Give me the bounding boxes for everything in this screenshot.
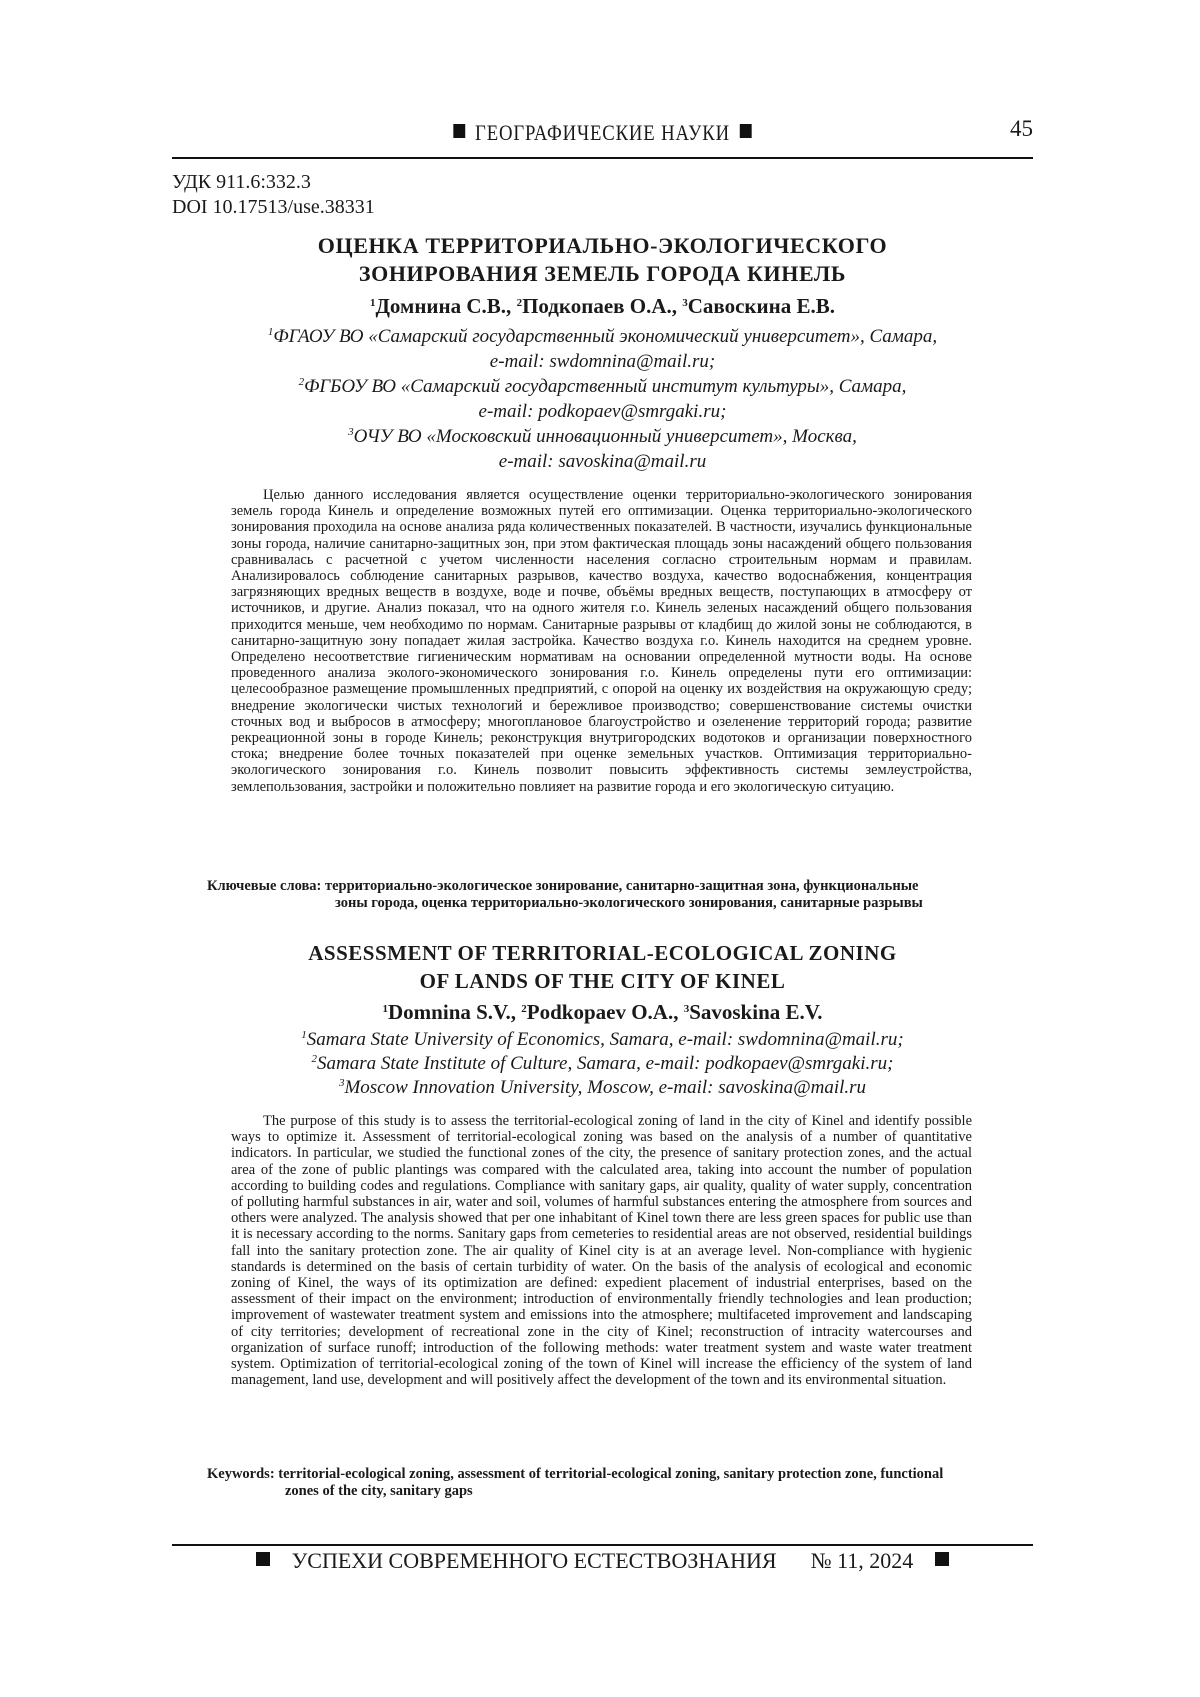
en-title-line: ASSESSMENT OF TERRITORIAL-ECOLOGICAL ZONING [308,941,897,965]
affiliation-index: 1 [267,326,274,338]
author-name: Подкопаев О.А., [522,294,677,318]
ru-title-line: ЗОНИРОВАНИЯ ЗЕМЕЛЬ ГОРОДА КИНЕЛЬ [358,261,847,286]
keywords-text: территориально-экологическое зонирование, санитарно-защитная зона, функциональные [325,878,919,894]
keywords-text: зоны города, оценка территориально-экологического зонирования, санитарные разрывы [335,895,923,911]
affiliation-text: Moscow Innovation University, Moscow, e-mail: savoskina@mail.ru [344,1077,867,1098]
author-index: 1 [369,297,376,309]
keywords-label: Ключевые слова: [207,878,322,894]
affiliation-index: 2 [311,1053,317,1065]
affiliation-index: 3 [338,1077,345,1089]
affiliation-text: Samara State University of Economics, Samara, e-mail: swdomnina@mail.ru; [306,1029,904,1050]
affiliation-line [172,1052,1033,1076]
affiliation-email: e-mail: podkopaev@smrgaki.ru; [478,401,727,422]
affiliation-index: 1 [301,1029,307,1041]
header-rule [172,157,1033,159]
udk-code: УДК 911.6:332.3 [172,171,311,193]
author-index: 2 [521,1003,527,1015]
section-title [237,120,969,146]
author-name: Domnina S.V., [388,1000,517,1024]
affiliation-email: e-mail: swdomnina@mail.ru; [489,351,716,372]
affiliation-text: ФГАОУ ВО «Самарский государственный экономический университет», Самара, [273,326,938,347]
square-bullet-icon [453,124,465,138]
affiliation-text: Samara State Institute of Culture, Samara, e-mail: podkopaev@smrgaki.ru; [316,1053,894,1074]
square-bullet-icon [935,1552,949,1566]
ru-abstract: Целью данного исследования является осуществление оценки территориально-экологического зонирования земель города Кинель и определение возможных путей его оптимизации. Оценка территориально-экологического зонирования проходила на основе анализа ряда количественных показателей. В частности, изучались функциональные зоны города, наличие санитарно-защитных зон, при этом фактическая площадь зоны насаждений общего пользования сравнивалась с расчетной с учетом численности населения согласно строительным нормам и правилам. Анализировалось соблюдение санитарных разрывов, качество воздуха, качество водоснабжения, концентрация загрязняющих вредных веществ в воздухе, воде и почве, объёмы вредных веществ, поступающих в атмосферу от источников, и другие. Анализ показал, что на одного жителя г.о. Кинель зеленых насаждений общего пользования приходится меньше, чем необходимо по нормам. Санитарные разрывы от кладбищ до жилой зоны не соблюдаются, в санитарно-защитную зону попадает жилая застройка. Качество воздуха г.о. Кинель находится на среднем уровне. Определено несоответствие гигиеническим нормативам на основании определенной мутности воды. На основе проведенного анализа эколого-экономического зонирования г.о. Кинель определены пути его оптимизации: целесообразное размещение промышленных предприятий, с опорой на оценку их воздействия на окружающую среду; внедрение экологически чистых технологий и бережливое производство; совершенствование системы очистки сточных вод и выбросов в атмосферу; многоплановое благоустройство и озеленение территорий города; развитие рекреационной зоны в городе Кинель; реконструкция внутригородских водотоков и организации поверхностного стока; внедрение более точных показателей при оценке земельных участков. Оптимизация территориально-экологического зонирования г.о. Кинель позволит повысить эффективность системы землеустройства, землепользования, застройки и положительно повлияет на развитие города и его экологическую ситуацию. [231,487,972,795]
footer-rule [172,1544,1033,1546]
ru-author-list [172,294,1033,319]
affiliation-email: e-mail: savoskina@mail.ru [498,451,707,472]
affiliation-index: 2 [298,376,305,388]
author-name: Домнина С.В., [375,294,512,318]
doi: DOI 10.17513/use.38331 [172,196,375,218]
journal-name: УСПЕХИ СОВРЕМЕННОГО ЕСТЕСТВОЗНАНИЯ [291,1548,777,1573]
affiliation-line [172,424,1033,449]
affiliation-line [172,1028,1033,1052]
section-title-text: ГЕОГРАФИЧЕСКИЕ НАУКИ [475,120,730,145]
affiliation-line [172,1076,1033,1100]
en-keywords [207,1466,1007,1500]
keywords-label: Keywords: [207,1466,275,1482]
author-name: Савоскина Е.В. [687,294,835,318]
author-name: Podkopaev O.A., [526,1000,679,1024]
en-abstract: The purpose of this study is to assess the territorial-ecological zoning of land in the city of Kinel and identify possible ways to optimize it. Assessment of territorial-ecological zoning was based on the analysis of a number of quantitative indicators. In particular, we studied the functional zones of the city, the presence of sanitary protection zones, and the actual area of the zone of public plantings was compared with the calculated area, taking into account the number of population according to building codes and regulations. Compliance with sanitary gaps, air quality, quality of water supply, concentration of polluting harmful substances in air, water and soil, volumes of harmful substances entering the atmosphere from sources and others were analyzed. The analysis showed that per one inhabitant of Kinel town there are less green spaces for public use than it is necessary according to the norms. Sanitary gaps from cemeteries to residential areas are not observed, residential buildings fall into the sanitary protection zone. The air quality of Kinel city is at an average level. Non-compliance with hygienic standards is determined on the basis of certain turbidity of water. On the basis of the analysis of ecological and economic zoning of Kinel, the ways of its optimization are defined: expedient placement of industrial enterprises, based on the assessment of their impact on the environment; introduction of environmentally friendly technologies and lean production; improvement of wastewater treatment system and emissions into the atmosphere; multifaceted improvement and landscaping of city territories; development of recreational zone in the city of Kinel; reconstruction of intracity watercourses and organization of surface runoff; introduction of the following methods: water treatment system and waste water treatment system. Optimization of territorial-ecological zoning of the town of Kinel will increase the efficiency of the system of land management, land use, development and will positively affect the development of the town and its environmental situation. [231,1113,972,1389]
author-index: 2 [516,297,523,309]
author-index: 3 [682,297,688,309]
issue-number: № 11, 2024 [810,1548,914,1573]
square-bullet-icon [740,124,752,138]
affiliation-line [172,374,1033,399]
en-title-line: OF LANDS OF THE CITY OF KINEL [419,969,786,993]
keywords-text: territorial-ecological zoning, assessment of territorial-ecological zoning, sanitary protection zone, functional [278,1466,944,1482]
en-author-list [172,1000,1033,1025]
ru-article-title [172,232,1033,288]
author-name: Savoskina E.V. [689,1000,823,1024]
affiliation-text: ОЧУ ВО «Московский инновационный университет», Москва, [353,426,857,447]
ru-affiliations [172,324,1033,474]
en-article-title [172,939,1033,995]
ru-title-line: ОЦЕНКА ТЕРРИТОРИАЛЬНО-ЭКОЛОГИЧЕСКОГО [317,233,888,258]
running-footer [172,1548,1033,1582]
affiliation-text: ФГБОУ ВО «Самарский государственный институт культуры», Самара, [304,376,907,397]
author-index: 3 [683,1003,690,1015]
article-identifiers [172,170,375,220]
author-index: 1 [382,1003,389,1015]
ru-keywords [207,878,1007,912]
running-header [172,116,1033,156]
affiliation-line [172,324,1033,349]
square-bullet-icon [256,1552,270,1566]
keywords-text: zones of the city, sanitary gaps [285,1483,473,1499]
en-affiliations [172,1028,1033,1100]
page-number: 45 [1010,116,1033,141]
affiliation-index: 3 [348,426,354,438]
